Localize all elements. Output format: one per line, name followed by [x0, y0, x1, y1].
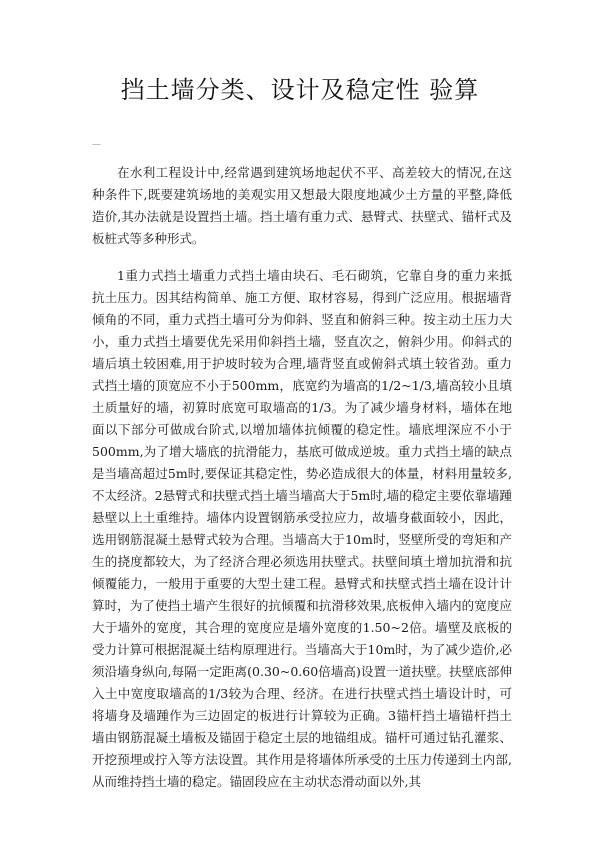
paragraph-intro: 在水利工程设计中,经常遇到建筑场地起伏不平、高差较大的情况,在这种条件下,既要建筑场地的美观实用又想最大限度地减少土方量的平整,降低造价,其办法就是设置挡土墙。挡土墙有重力式、悬臂式、扶壁式、锚杆式及板桩式等多种形式。 — [92, 165, 512, 246]
document-title: 挡土墙分类、设计及稳定性 验算 — [120, 76, 480, 104]
paragraph-types: 1重力式挡土墙重力式挡土墙由块石、毛石砌筑，它靠自身的重力来抵抗土压力。因其结构简单、施工方便、取材容易，得到广泛应用。根据墙背倾角的不同，重力式挡土墙可分为仰斜、竖直和俯斜三种。按主动土压力大小，重力式挡土墙要优先采用仰斜挡土墙，竖直次之，俯斜少用。仰斜式的墙后填土较困难,用于护坡时较为合理,墙背竖直或俯斜式填土较省劲。重力式挡土墙的顶宽应不小于500mm，底宽约为墙高的1/2~1/3,墙高较小且填土质量好的墙，初算时底宽可取墙高的1/3。为了减少墙身材料，墙体在地面以下部分可做成台阶式,以增加墙体抗倾覆的稳定性。墙底埋深应不小于500mm,为了增大墙底的抗滑能力，基底可做成逆坡。重力式挡土墙的缺点是当墙高超过5m时,要保证其稳定性，势必造成很大的体量，材料用量较多,不太经济。2悬臂式和扶壁式挡土墙当墙高大于5m时,墙的稳定主要依靠墙踵悬壁以上土重维持。墙体内设置钢筋承受拉应力，故墙身截面较小，因此，选用钢筋混凝土悬臂式较为合理。当墙高大于10m时，竖壁所受的弯矩和产生的挠度都较大，为了经济合理必须选用扶壁式。扶壁间填土增加抗滑和抗倾覆能力，一般用于重要的大型土建工程。悬臂式和扶壁式挡土墙在设计计算时，为了使挡土墙产生很好的抗倾覆和抗滑移效果,底板伸入墙内的宽度应大于墙外的宽度，其合理的宽度应是墙外宽度的1.50~2倍。墙壁及底板的受力计算可根据混凝土结构原理进行。当墙高大于10m时，为了减少造价,必须沿墙身纵向,每隔一定距离(0.30~0.60倍墙高)设置一道扶壁。扶壁底部伸入土中宽度取墙高的1/3较为合理、经济。在进行扶壁式挡土墙设计时，可将墙身及墙踵作为三边固定的板进行计算较为正确。3锚杆挡土墙锚杆挡土墙由钢筋混凝土墙板及锚固于稳定土层的地锚组成。锚杆可通过钻孔灌浆、开挖预埋或拧入等方法设置。其作用是将墙体所承受的土压力传递到土内部,从而维持挡土墙的稳定。锚固段应在主动状态滑动面以外,其 — [92, 268, 512, 789]
header-separator: — — [92, 140, 101, 150]
